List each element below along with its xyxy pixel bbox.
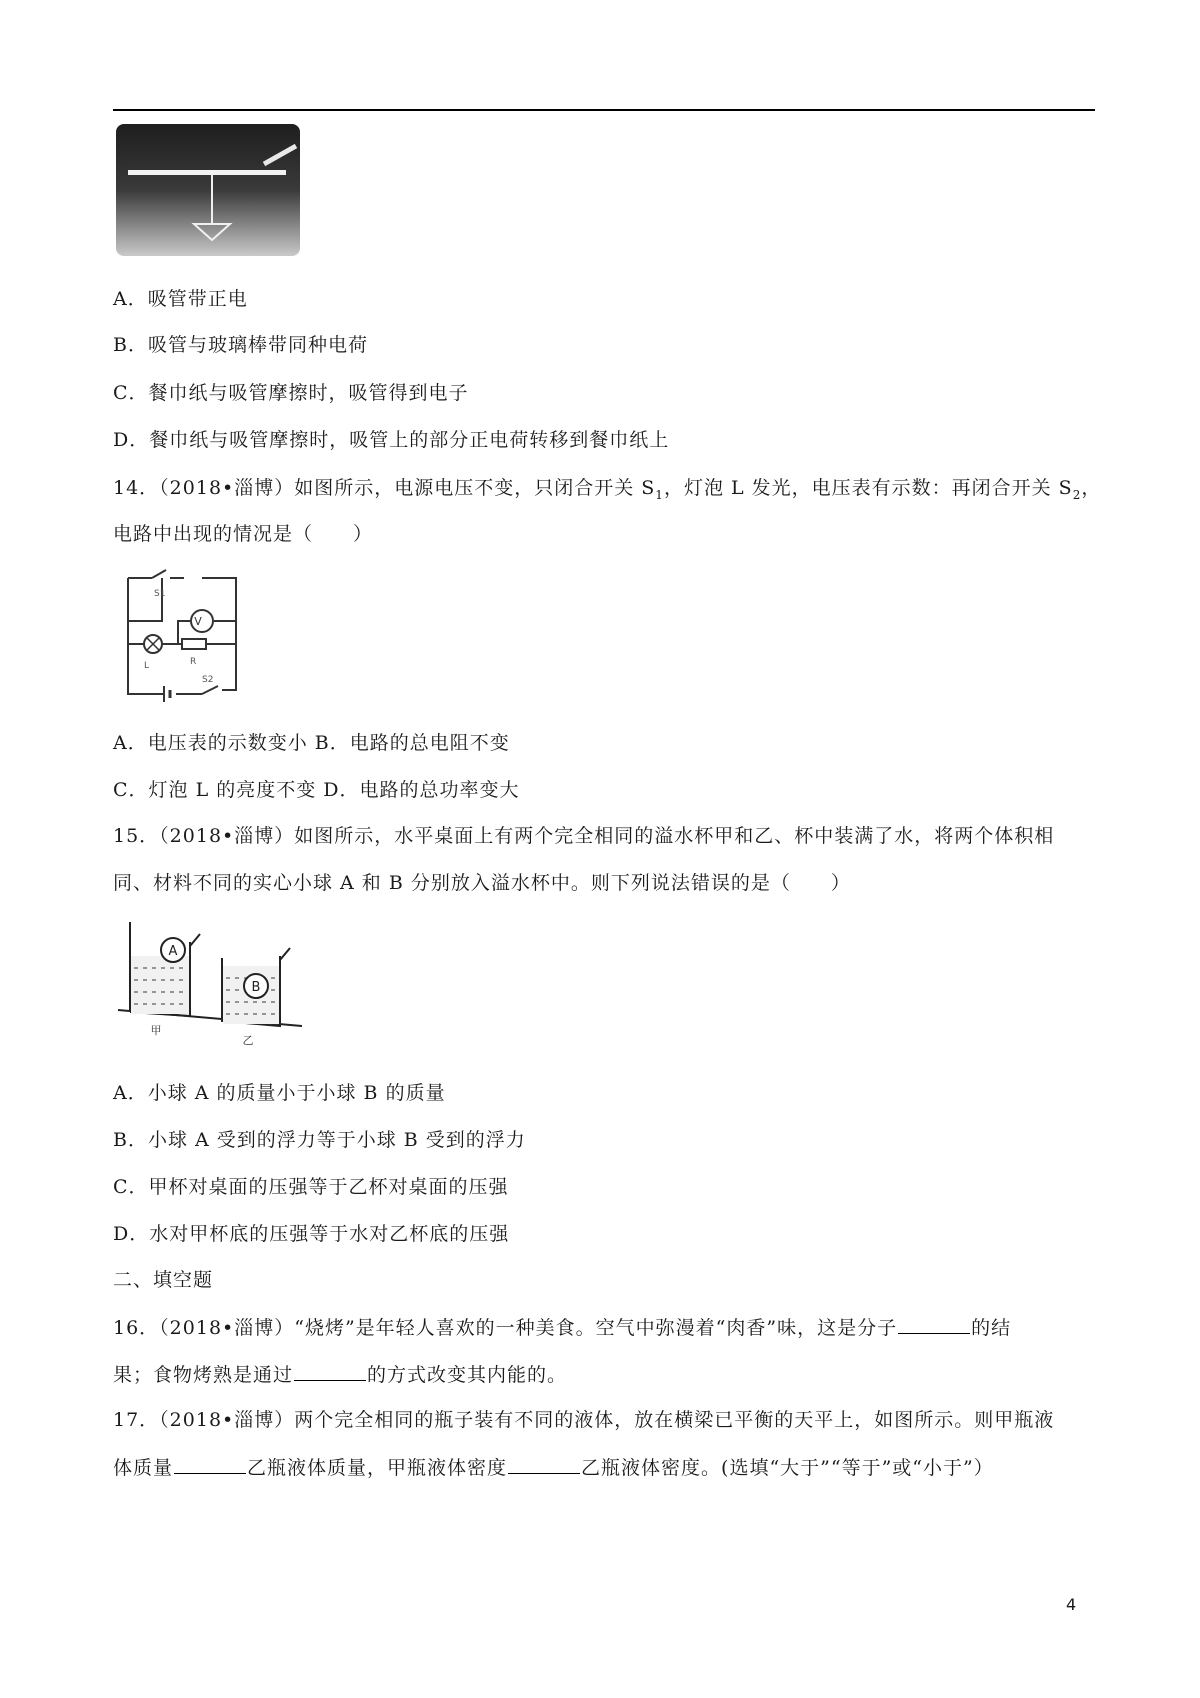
q17-blank-2[interactable] — [508, 1455, 580, 1474]
q16-blank-1[interactable] — [898, 1315, 970, 1334]
resistor-shape — [182, 639, 206, 649]
label-s2: S2 — [202, 675, 214, 685]
label-cup-yi: 乙 — [242, 1034, 254, 1046]
q14-question-line2: 电路中出现的情况是（ ） — [113, 523, 374, 545]
q17-question-line1: 17．（2018•淄博）两个完全相同的瓶子装有不同的液体，放在横梁已平衡的天平上，如图所示。则甲瓶液 — [113, 1409, 1055, 1431]
q15-option-d: D．水对甲杯底的压强等于水对乙杯底的压强 — [113, 1223, 510, 1245]
label-s1: S1 — [154, 589, 166, 599]
label-ball-a: A — [168, 944, 178, 959]
label-l: L — [144, 661, 150, 671]
q15-option-a: A．小球 A 的质量小于小球 B 的质量 — [113, 1082, 446, 1104]
q16-question-line1: 16．（2018•淄博）“烧烤”是年轻人喜欢的一种美食。空气中弥漫着“肉香”味，这是分子 的结 — [113, 1317, 1012, 1339]
q17-question-line2: 体质量 乙瓶液体质量，甲瓶液体密度 乙瓶液体密度。(选填“大于”“等于”或“小于”） — [113, 1457, 994, 1479]
q17-blank-1[interactable] — [174, 1455, 246, 1474]
q16-question-line2: 果；食物烤熟是通过 的方式改变其内能的。 — [113, 1364, 568, 1386]
page-number: 4 — [1066, 1595, 1077, 1614]
q15-question-line1: 15．（2018•淄博）如图所示，水平桌面上有两个完全相同的溢水杯甲和乙、杯中装满了水，将两个体积相 — [113, 825, 1055, 847]
label-cup-jia: 甲 — [150, 1024, 162, 1037]
circuit-diagram — [118, 566, 248, 704]
straw-shape — [128, 170, 286, 175]
q13-option-d: D．餐巾纸与吸管摩擦时，吸管上的部分正电荷转移到餐巾纸上 — [113, 429, 670, 451]
q15-question-line2: 同、材料不同的实心小球 A 和 B 分别放入溢水杯中。则下列说法错误的是（ ） — [113, 872, 851, 894]
q16-blank-2[interactable] — [294, 1362, 366, 1381]
q15-option-b: B．小球 A 受到的浮力等于小球 B 受到的浮力 — [113, 1129, 526, 1151]
header-rule — [113, 109, 1095, 111]
q15-option-c: C．甲杯对桌面的压强等于乙杯对桌面的压强 — [113, 1176, 509, 1198]
label-ball-b: B — [251, 980, 261, 995]
q13-option-a: A．吸管带正电 — [113, 288, 248, 310]
q13-option-b: B．吸管与玻璃棒带同种电荷 — [113, 334, 368, 356]
overflow-cups-figure — [118, 922, 302, 1046]
label-r: R — [190, 657, 197, 667]
q14-options-row1: A．电压表的示数变小 B．电路的总电阻不变 — [113, 732, 510, 754]
q13-option-c: C．餐巾纸与吸管摩擦时，吸管得到电子 — [113, 382, 469, 404]
label-v: V — [194, 615, 202, 628]
straw-photo-figure — [116, 124, 300, 256]
section-title-fill-in: 二、填空题 — [113, 1269, 214, 1291]
q14-options-row2: C．灯泡 L 的亮度不变 D．电路的总功率变大 — [113, 779, 520, 801]
q14-question-line1: 14．（2018•淄博）如图所示，电源电压不变，只闭合开关 $S_1$，灯泡 L 发光，电压表有示数：再闭合开关 $S_2$， — [113, 477, 1102, 502]
